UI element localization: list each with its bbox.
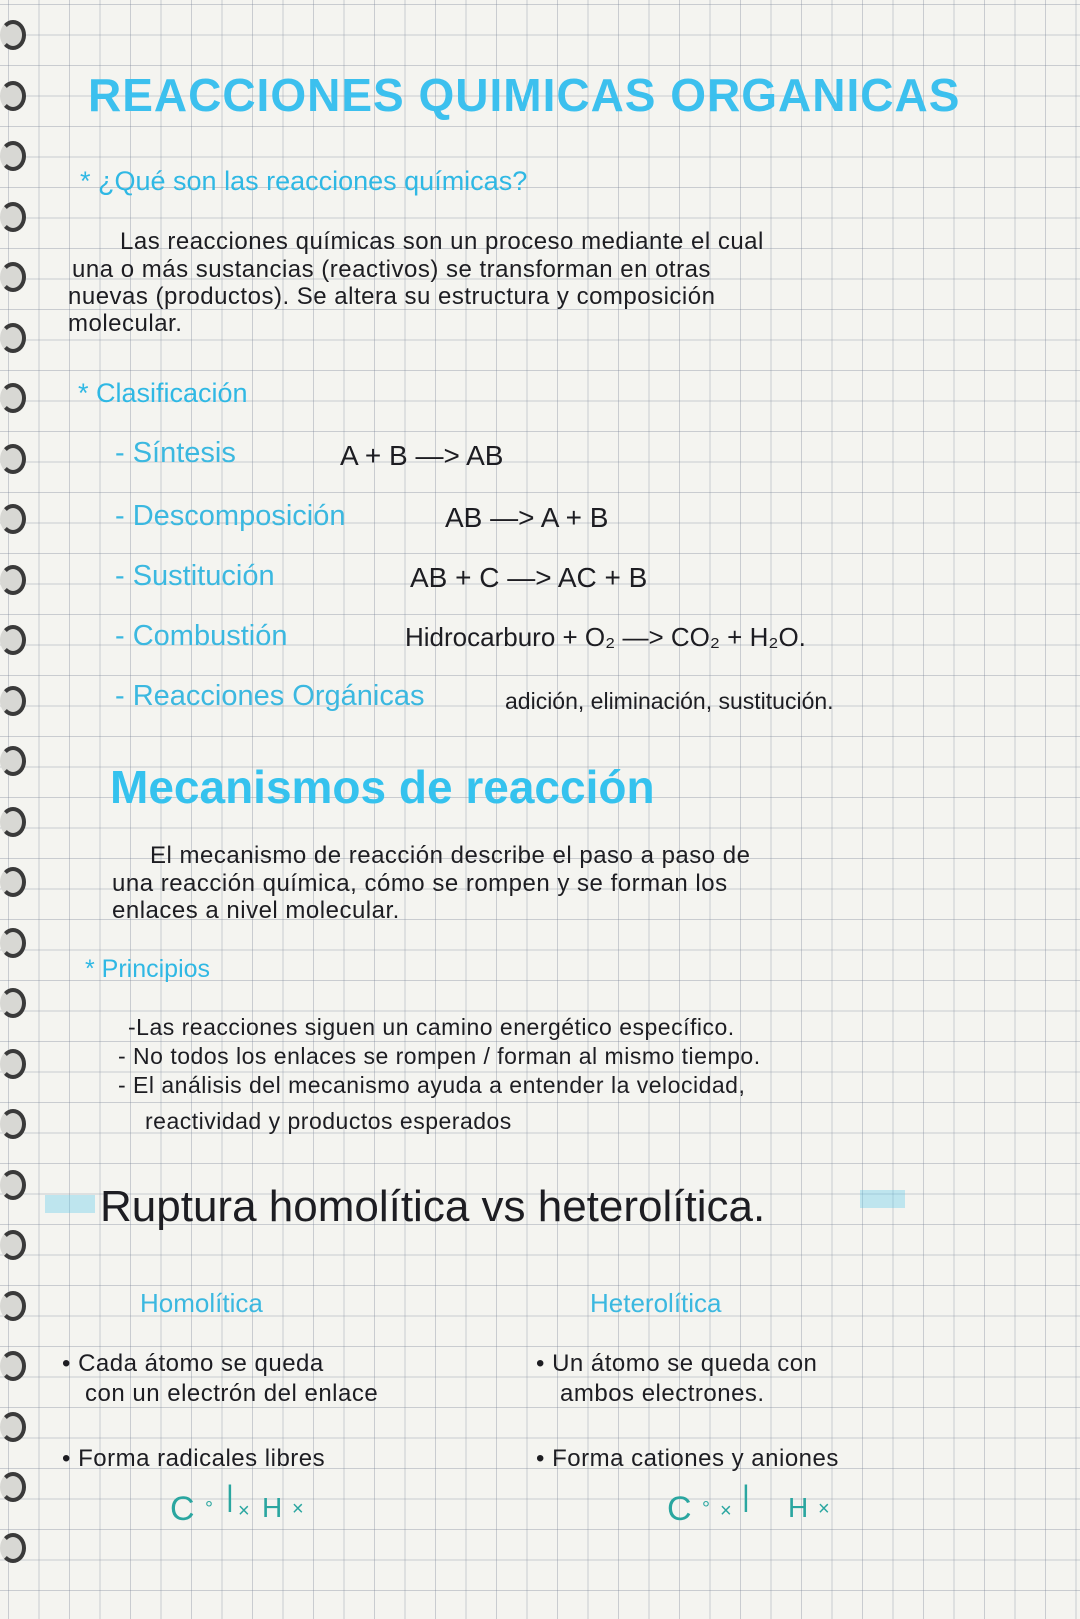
classification-label: - Síntesis	[115, 437, 236, 469]
principle-item: reactividad y productos esperados	[145, 1108, 512, 1134]
electron-dot: °	[702, 1498, 710, 1520]
spiral-ring	[0, 565, 26, 595]
spiral-ring	[0, 807, 26, 837]
spiral-ring	[0, 867, 26, 897]
heterolitica-point: ambos electrones.	[560, 1380, 765, 1407]
spiral-ring	[0, 1472, 26, 1502]
spiral-ring	[0, 1351, 26, 1381]
homolitica-point: con un electrón del enlace	[85, 1380, 379, 1407]
classification-formula: adición, eliminación, sustitución.	[505, 688, 834, 714]
rupture-heading: Ruptura homolítica vs heterolítica.	[100, 1182, 766, 1231]
principle-item: - El análisis del mecanismo ayuda a entender la velocidad,	[118, 1072, 746, 1098]
spiral-ring	[0, 141, 26, 171]
spiral-ring	[0, 1109, 26, 1139]
spiral-ring	[0, 504, 26, 534]
spiral-ring	[0, 1230, 26, 1260]
spiral-ring	[0, 383, 26, 413]
hydrogen-symbol: H	[788, 1492, 809, 1523]
classification-formula: Hidrocarburo + O₂ —> CO₂ + H₂O.	[405, 622, 806, 652]
heterolitica-title: Heterolítica	[590, 1288, 722, 1318]
homolitica-point: • Forma radicales libres	[62, 1445, 326, 1472]
homolitica-title: Homolítica	[140, 1288, 263, 1318]
spiral-ring	[0, 202, 26, 232]
classification-label: - Reacciones Orgánicas	[115, 680, 425, 712]
electron-cross: ×	[720, 1500, 732, 1522]
carbon-symbol: C	[667, 1490, 692, 1528]
paragraph-line: nuevas (productos). Se altera su estructura y composición	[68, 283, 716, 310]
paragraph-line: una o más sustancias (reactivos) se transforman en otras	[72, 256, 711, 283]
spiral-ring	[0, 746, 26, 776]
electron-cross: ×	[818, 1498, 830, 1520]
paragraph-line: Las reacciones químicas son un proceso mediante el cual	[120, 228, 764, 255]
spiral-binding	[0, 0, 26, 1619]
spiral-ring	[0, 262, 26, 292]
mechanisms-heading: Mecanismos de reacción	[110, 761, 655, 813]
bond-split-line: |	[226, 1480, 234, 1513]
spiral-ring	[0, 625, 26, 655]
classification-label: - Sustitución	[115, 560, 275, 592]
classification-formula: AB + C —> AC + B	[410, 562, 648, 593]
spiral-ring	[0, 988, 26, 1018]
electron-cross: ×	[238, 1500, 250, 1522]
bond-split-line: |	[742, 1480, 750, 1513]
electron-cross: ×	[292, 1498, 304, 1520]
heterolitica-point: • Un átomo se queda con	[536, 1350, 818, 1377]
paragraph-line: molecular.	[68, 310, 183, 337]
paragraph-line: El mecanismo de reacción describe el paso a paso de	[150, 842, 751, 869]
spiral-ring	[0, 323, 26, 353]
highlighter-mark	[45, 1195, 95, 1213]
carbon-symbol: C	[170, 1490, 195, 1528]
heterolitica-point: • Forma cationes y aniones	[536, 1445, 839, 1472]
homolitica-point: • Cada átomo se queda	[62, 1350, 324, 1377]
electron-dot: °	[205, 1498, 213, 1520]
spiral-ring	[0, 1049, 26, 1079]
classification-heading: * Clasificación	[78, 378, 248, 408]
classification-label: - Descomposición	[115, 500, 346, 532]
spiral-ring	[0, 20, 26, 50]
spiral-ring	[0, 444, 26, 474]
spiral-ring	[0, 81, 26, 111]
spiral-ring	[0, 928, 26, 958]
spiral-ring	[0, 1533, 26, 1563]
highlighter-mark	[860, 1190, 905, 1208]
page-title: REACCIONES QUIMICAS ORGANICAS	[88, 69, 961, 121]
principles-heading: * Principios	[85, 955, 211, 983]
principle-item: -Las reacciones siguen un camino energético específico.	[128, 1014, 735, 1040]
hydrogen-symbol: H	[262, 1492, 283, 1523]
classification-formula: AB —> A + B	[445, 502, 609, 533]
spiral-ring	[0, 1170, 26, 1200]
principle-item: - No todos los enlaces se rompen / forman al mismo tiempo.	[118, 1043, 761, 1069]
paragraph-line: una reacción química, cómo se rompen y se forman los	[112, 870, 728, 897]
classification-formula: A + B —> AB	[340, 440, 504, 471]
question-heading: * ¿Qué son las reacciones químicas?	[80, 166, 528, 196]
classification-label: - Combustión	[115, 620, 288, 652]
spiral-ring	[0, 1291, 26, 1321]
paragraph-line: enlaces a nivel molecular.	[112, 897, 400, 924]
spiral-ring	[0, 686, 26, 716]
spiral-ring	[0, 1412, 26, 1442]
